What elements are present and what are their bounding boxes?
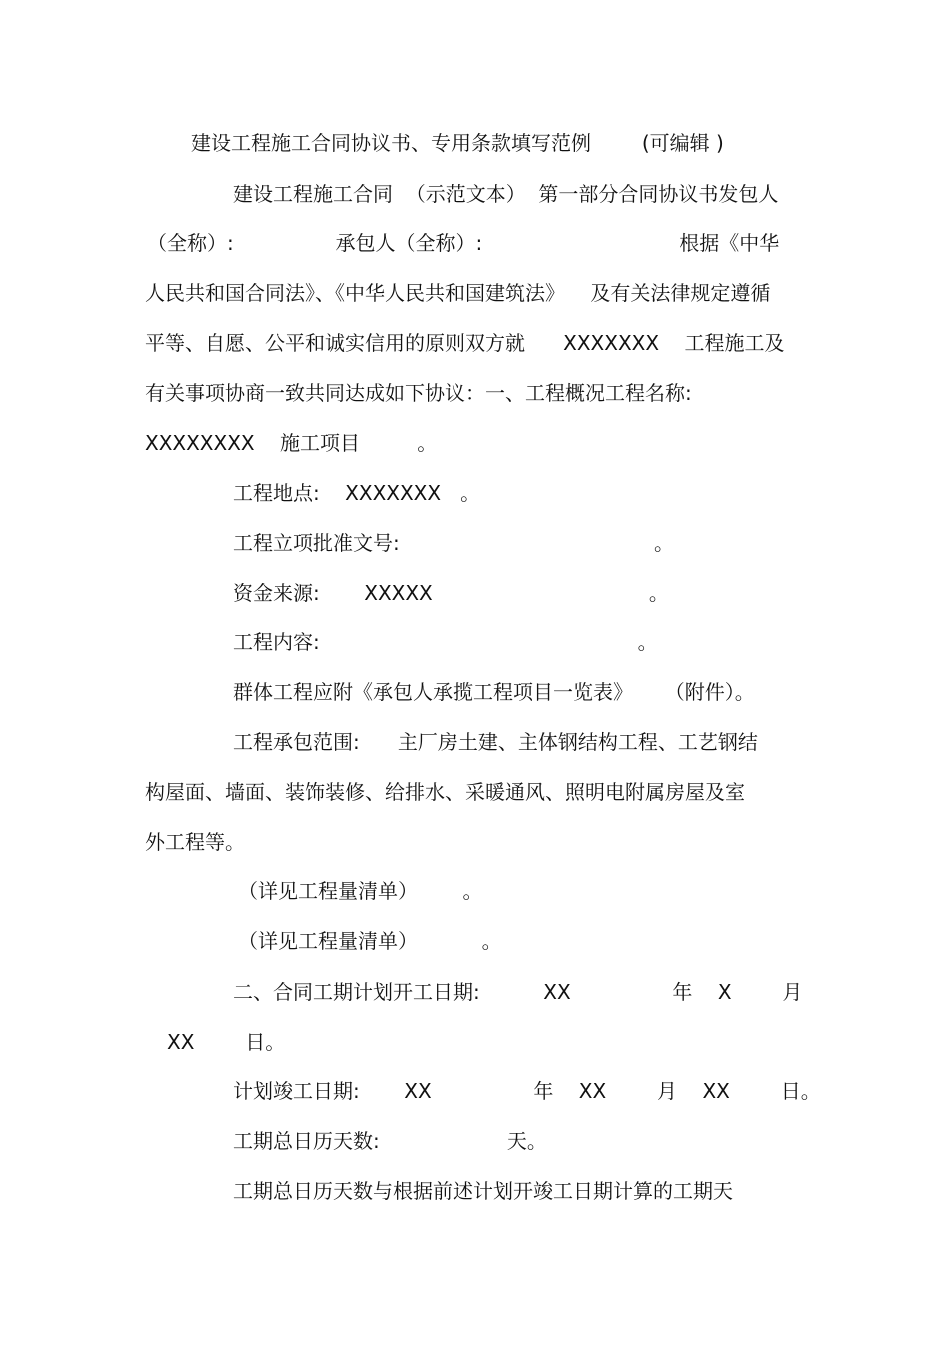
paragraph-line: XX 日。 <box>167 1030 286 1054</box>
paragraph-line: 有关事项协商一致共同达成如下协议：一、工程概况工程名称: <box>145 381 692 405</box>
paragraph-line: （详见工程量清单） 。 <box>238 879 483 903</box>
paragraph-line: 工期总日历天数: 天。 <box>233 1129 547 1153</box>
paragraph-line: 二、合同工期计划开工日期: XX 年 X 月 <box>233 980 803 1004</box>
paragraph-line: 工程地点: XXXXXXX 。 <box>233 481 481 505</box>
paragraph-line: 计划竣工日期: XX 年 XX 月 XX 日。 <box>233 1079 821 1103</box>
paragraph-line: 群体工程应附《承包人承揽工程项目一览表》 （附件）。 <box>233 680 755 704</box>
paragraph-line: 工程承包范围: 主厂房土建、主体钢结构工程、工艺钢结 <box>233 730 758 754</box>
paragraph-line: XXXXXXXX 施工项目 。 <box>145 431 438 455</box>
paragraph-line: 资金来源: XXXXX 。 <box>233 581 669 605</box>
paragraph-line: 平等、自愿、公平和诚实信用的原则双方就 XXXXXXX 工程施工及 <box>145 331 785 355</box>
paragraph-line: 工程内容: 。 <box>233 630 658 654</box>
paragraph-line: （详见工程量清单） 。 <box>238 929 502 953</box>
paragraph-line: 工期总日历天数与根据前述计划开竣工日期计算的工期天 <box>233 1179 733 1203</box>
paragraph-line: 构屋面、墙面、装饰装修、给排水、采暖通风、照明电附属房屋及室 <box>145 780 745 804</box>
paragraph-line: 外工程等。 <box>145 830 245 854</box>
paragraph-line: 人民共和国合同法》、《中华人民共和国建筑法》 及有关法律规定遵循 <box>145 281 771 305</box>
paragraph-line: （全称）: 承包人（全称）: 根据《中华 <box>147 231 780 255</box>
document-title: 建设工程施工合同协议书、专用条款填写范例 (可编辑 ) <box>191 131 724 155</box>
paragraph-line: 工程立项批准文号: 。 <box>233 531 675 555</box>
paragraph-line: 建设工程施工合同 （示范文本） 第一部分合同协议书发包人 <box>233 182 779 206</box>
